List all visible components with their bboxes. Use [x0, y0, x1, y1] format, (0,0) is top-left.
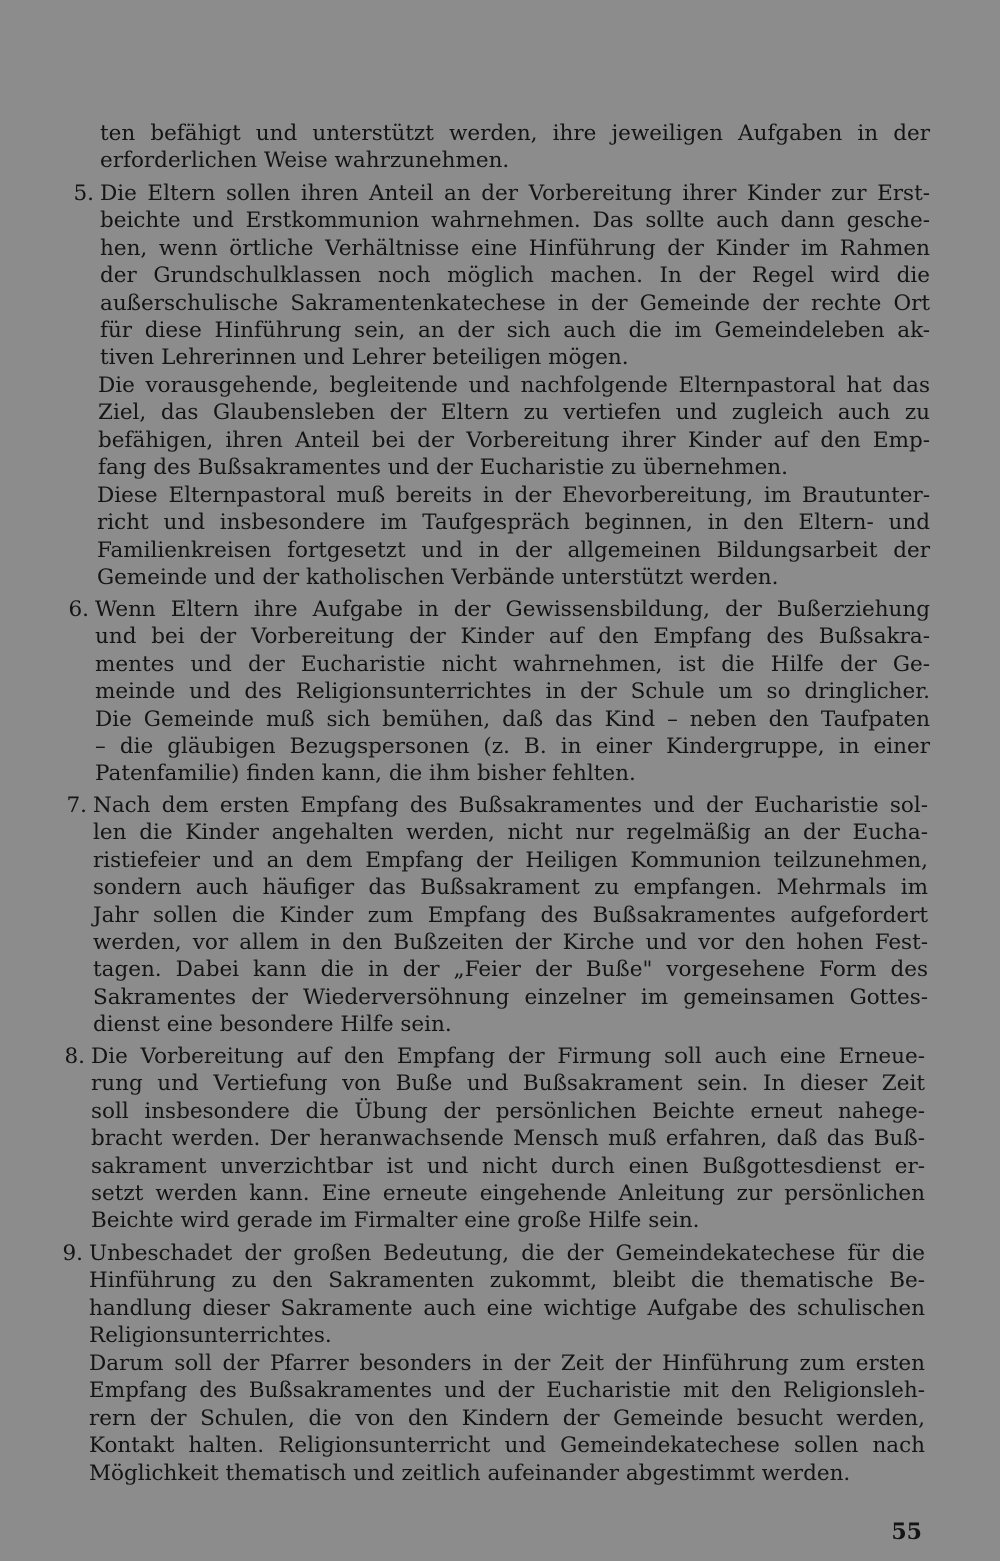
text-line: mentes und der Eucharistie nicht wahrnehmen, ist die Hilfe der Ge-: [95, 651, 930, 677]
text-line: soll insbesondere die Übung der persönlichen Beichte erneut nahege-: [91, 1098, 925, 1124]
text-line: len die Kinder angehalten werden, nicht nur regelmäßig an der Eucha-: [93, 820, 928, 846]
text-line: fang des Bußsakramentes und der Eucharistie zu übernehmen.: [98, 455, 788, 481]
text-line: Empfang des Bußsakramentes und der Eucharistie mit den Religionsleh-: [89, 1378, 925, 1404]
text-line: Familienkreisen fortgesetzt und in der allgemeinen Bildungsarbeit der: [97, 537, 930, 563]
text-line: Die Vorbereitung auf den Empfang der Firmung soll auch eine Erneue-: [91, 1044, 925, 1069]
list-item-number: 8.: [64, 1044, 85, 1069]
text-line: Religionsunterrichtes.: [89, 1323, 332, 1349]
text-line: handlung dieser Sakramente auch eine wichtige Aufgabe des schulischen: [89, 1295, 925, 1321]
text-line: rung und Vertiefung von Buße und Bußsakrament sein. In dieser Zeit: [91, 1071, 925, 1097]
text-line: Kontakt halten. Religionsunterricht und Gemeindekatechese sollen nach: [89, 1433, 925, 1459]
text-line: setzt werden kann. Eine erneute eingehende Anleitung zur persönlichen: [91, 1181, 925, 1206]
text-line: Die Eltern sollen ihren Anteil an der Vorbereitung ihrer Kinder zur Erst-: [100, 181, 930, 206]
text-line: der Grundschulklassen noch möglich machen. In der Regel wird die: [100, 263, 930, 289]
text-line: – die gläubigen Bezugspersonen (z. B. in einer Kindergruppe, in einer: [95, 734, 930, 759]
text-line: Gemeinde und der katholischen Verbände unterstützt werden.: [97, 565, 779, 591]
text-line: dienst eine besondere Hilfe sein.: [93, 1012, 452, 1038]
text-line: Diese Elternpastoral muß bereits in der Ehevorbereitung, im Brautunter-: [97, 483, 930, 508]
text-line: ristiefeier und an dem Empfang der Heiligen Kommunion teilzunehmen,: [93, 847, 928, 873]
text-line: Beichte wird gerade im Firmalter eine große Hilfe sein.: [91, 1208, 700, 1234]
text-line: rern der Schulen, die von den Kindern der Gemeinde besucht werden,: [89, 1405, 925, 1431]
list-item-number: 5.: [73, 181, 94, 206]
text-line: Ziel, das Glaubensleben der Eltern zu vertiefen und zugleich auch zu: [98, 400, 930, 426]
text-line: meinde und des Religionsunterrichtes in der Schule um so dringlicher.: [95, 679, 930, 705]
text-line: Die vorausgehende, begleitende und nachfolgende Elternpastoral hat das: [98, 373, 930, 398]
text-line: ten befähigt und unterstützt werden, ihre jeweiligen Aufgaben in der: [100, 121, 930, 146]
text-line: bracht werden. Der heranwachsende Mensch muß erfahren, daß das Buß-: [91, 1126, 925, 1152]
text-line: außerschulische Sakramentenkatechese in der Gemeinde der rechte Ort: [100, 290, 930, 316]
text-line: Darum soll der Pfarrer besonders in der Zeit der Hinführung zum ersten: [89, 1351, 925, 1376]
text-line: sondern auch häufiger das Bußsakrament zu empfangen. Mehrmals im: [93, 875, 928, 901]
text-line: erforderlichen Weise wahrzunehmen.: [100, 148, 510, 174]
text-line: sakrament unverzichtbar ist und nicht durch einen Bußgottesdienst er-: [91, 1153, 925, 1179]
text-line: Möglichkeit thematisch und zeitlich aufeinander abgestimmt werden.: [89, 1460, 851, 1486]
page-number: 55: [891, 1519, 922, 1545]
text-line: befähigen, ihren Anteil bei der Vorbereitung ihrer Kinder auf den Emp-: [98, 427, 930, 453]
text-line: tiven Lehrerinnen und Lehrer beteiligen mögen.: [100, 345, 629, 371]
text-line: für diese Hinführung sein, an der sich auch die im Gemeindeleben ak-: [100, 318, 930, 343]
list-item-number: 9.: [62, 1241, 83, 1266]
text-line: beichte und Erstkommunion wahrnehmen. Das sollte auch dann gesche-: [100, 208, 930, 234]
text-line: tagen. Dabei kann die in der „Feier der Buße" vorgesehene Form des: [93, 957, 928, 983]
text-line: und bei der Vorbereitung der Kinder auf den Empfang des Bußsakra-: [95, 624, 930, 650]
text-line: Jahr sollen die Kinder zum Empfang des Bußsakramentes aufgefordert: [93, 902, 928, 928]
text-line: richt und insbesondere im Taufgespräch beginnen, in den Eltern- und: [97, 510, 930, 536]
text-line: Sakramentes der Wiederversöhnung einzelner im gemeinsamen Gottes-: [93, 984, 928, 1010]
list-item-number: 6.: [68, 597, 89, 622]
text-line: Unbeschadet der großen Bedeutung, die der Gemeindekatechese für die: [89, 1241, 925, 1266]
text-line: Nach dem ersten Empfang des Bußsakramentes und der Eucharistie sol-: [93, 793, 928, 818]
list-item-number: 7.: [66, 793, 87, 818]
text-line: werden, vor allem in den Bußzeiten der Kirche und vor den hohen Fest-: [93, 930, 928, 955]
text-line: hen, wenn örtliche Verhältnisse eine Hinführung der Kinder im Rahmen: [100, 235, 930, 261]
text-line: Wenn Eltern ihre Aufgabe in der Gewissensbildung, der Bußerziehung: [95, 597, 930, 622]
text-line: Patenfamilie) finden kann, die ihm bisher fehlten.: [95, 761, 636, 787]
text-line: Die Gemeinde muß sich bemühen, daß das Kind – neben den Taufpaten: [95, 706, 930, 732]
text-line: Hinführung zu den Sakramenten zukommt, bleibt die thematische Be-: [89, 1268, 925, 1294]
